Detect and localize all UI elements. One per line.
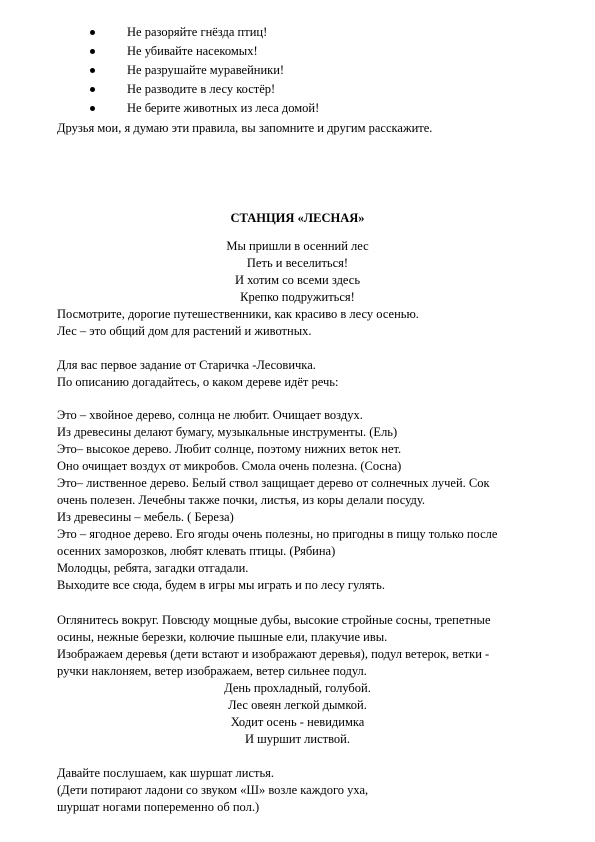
bullet-icon	[90, 68, 95, 73]
riddle-line: Это – хвойное дерево, солнца не любит. Очищает воздух.	[57, 408, 363, 422]
rules-closing: Друзья мои, я думаю эти правила, вы запомните и другим расскажите.	[57, 121, 433, 135]
poem-line: Лес овеян легкой дымкой.	[228, 698, 367, 712]
riddle-line: Выходите все сюда, будем в игры мы играть и по лесу гулять.	[57, 578, 385, 592]
task-line: Для вас первое задание от Старичка -Лесовичка.	[57, 358, 316, 372]
list-item: Не разрушайте муравейники!	[0, 61, 595, 80]
poem-line: Крепко подружиться!	[240, 290, 355, 304]
poem-line: И хотим со всеми здесь	[234, 273, 361, 287]
poem-line: Мы пришли в осенний лес	[226, 239, 369, 253]
riddle-line: Молодцы, ребята, загадки отгадали.	[57, 561, 249, 575]
paragraph-line: (Дети потирают ладони со звуком «Ш» возле каждого уха,	[57, 783, 369, 797]
intro-line: Лес – это общий дом для растений и животных.	[57, 324, 312, 338]
poem-line: День прохладный, голубой.	[224, 681, 371, 695]
paragraph-line: осины, нежные березки, колючие пышные ели, плакучие ивы.	[57, 630, 388, 644]
riddle-line: Из древесины – мебель. ( Береза)	[57, 510, 234, 524]
station-title: СТАНЦИЯ «ЛЕСНАЯ»	[230, 211, 365, 225]
list-item: Не разоряйте гнёзда птиц!	[0, 23, 595, 42]
poem-line: Ходит осень - невидимка	[230, 715, 365, 729]
paragraph-line: Давайте послушаем, как шуршат листья.	[57, 766, 275, 780]
bullet-icon	[90, 106, 95, 111]
rules-list	[0, 23, 595, 118]
poem-line: Петь и веселиться!	[246, 256, 349, 270]
riddle-line: очень полезен. Лечебны также почки, листья, из коры делали посуду.	[57, 493, 426, 507]
task-line: По описанию догадайтесь, о каком дереве идёт речь:	[57, 375, 339, 389]
paragraph-line: Оглянитесь вокруг. Повсюду мощные дубы, высокие стройные сосны, трепетные	[57, 613, 491, 627]
riddle-line: Из древесины делают бумагу, музыкальные инструменты. (Ель)	[57, 425, 398, 439]
riddle-line: осенних заморозков, любят клевать птицы. (Рябина)	[57, 544, 336, 558]
paragraph-line: Изображаем деревья (дети встают и изображают деревья), подул ветерок, ветки -	[57, 647, 490, 661]
riddle-line: Это – ягодное дерево. Его ягоды очень полезны, но пригодны в пищу только после	[57, 527, 498, 541]
bullet-icon	[90, 30, 95, 35]
riddle-line: Это– лиственное дерево. Белый ствол защищает дерево от солнечных лучей. Сок	[57, 476, 490, 490]
poem-line: И шуршит листвой.	[245, 732, 350, 746]
riddle-line: Это– высокое дерево. Любит солнце, поэтому нижних веток нет.	[57, 442, 402, 456]
paragraph-line: шуршат ногами попеременно об пол.)	[57, 800, 260, 814]
list-item: Не разводите в лесу костёр!	[0, 80, 595, 99]
intro-line: Посмотрите, дорогие путешественники, как красиво в лесу осенью.	[57, 307, 419, 321]
paragraph-line: ручки наклоняем, ветер изображаем, ветер сильнее подул.	[57, 664, 367, 678]
list-item: Не убивайте насекомых!	[0, 42, 595, 61]
list-item: Не берите животных из леса домой!	[0, 99, 595, 118]
bullet-icon	[90, 87, 95, 92]
bullet-icon	[90, 49, 95, 54]
riddle-line: Оно очищает воздух от микробов. Смола очень полезна. (Сосна)	[57, 459, 402, 473]
